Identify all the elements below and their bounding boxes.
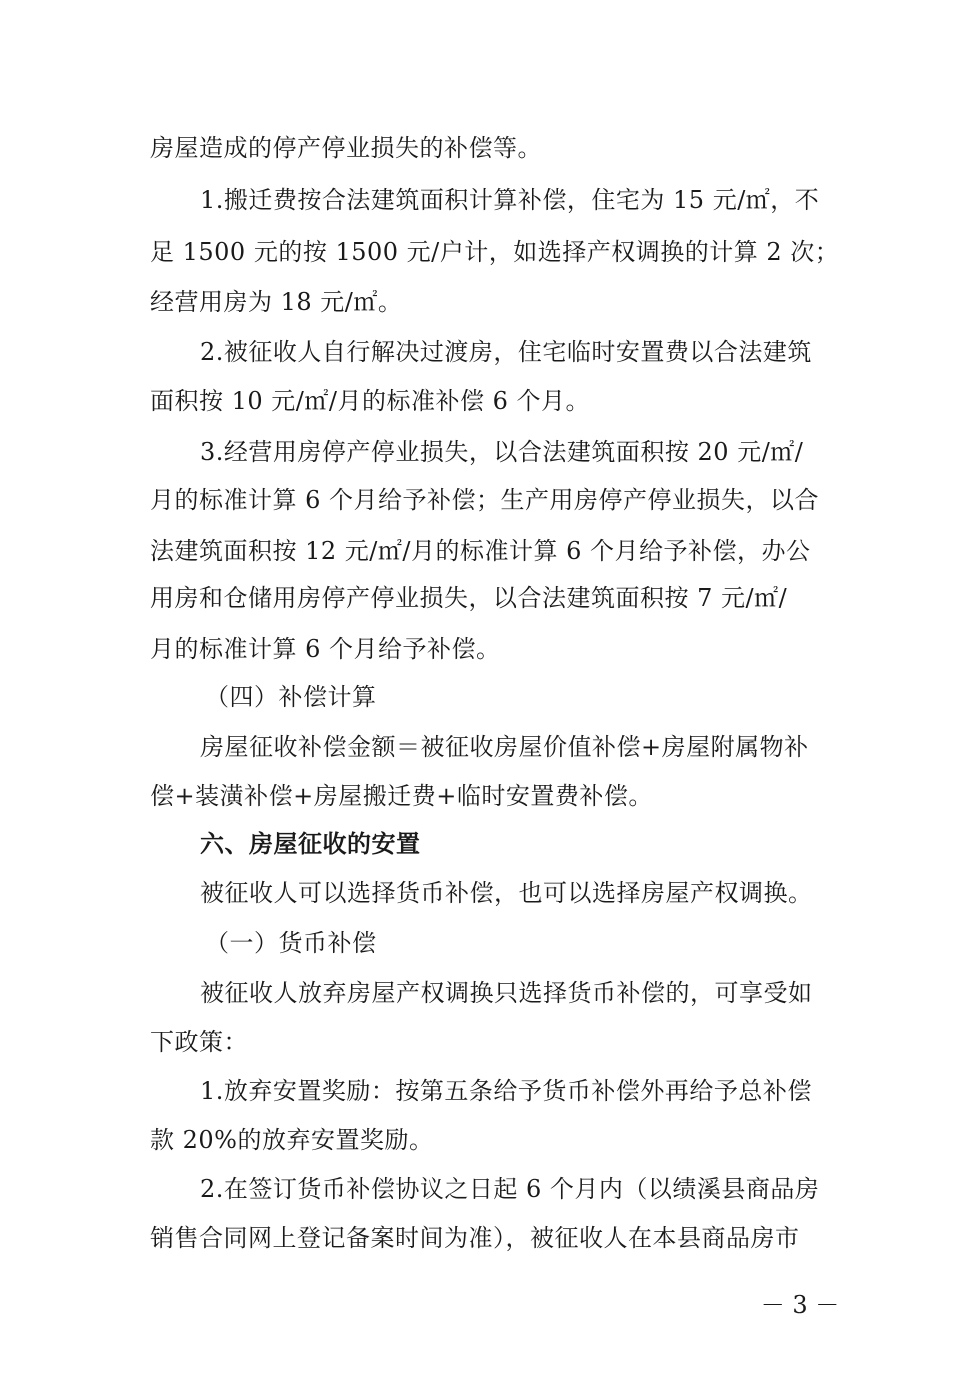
text-line: 1.搬迁费按合法建筑面积计算补偿，住宅为 15 元/㎡，不 [200,186,820,214]
text-line: 2.在签订货币补偿协议之日起 6 个月内（以绩溪县商品房 [200,1175,820,1203]
text-line: 偿+装潢补偿+房屋搬迁费+临时安置费补偿。 [150,782,653,810]
text-line: 法建筑面积按 12 元/㎡/月的标准计算 6 个月给予补偿，办公 [150,537,811,565]
text-line: 用房和仓储用房停产停业损失，以合法建筑面积按 7 元/㎡/ [150,584,788,612]
text-line: 销售合同网上登记备案时间为准），被征收人在本县商品房市 [150,1224,800,1252]
text-line: 月的标准计算 6 个月给予补偿。 [150,635,501,663]
text-line: 被征收人放弃房屋产权调换只选择货币补偿的，可享受如 [200,979,813,1007]
text-line: 房屋造成的停产停业损失的补偿等。 [150,134,542,162]
text-line: 1.放弃安置奖励：按第五条给予货币补偿外再给予总补偿 [200,1077,812,1105]
text-line: 下政策： [150,1028,248,1056]
section-heading: （一）货币补偿 [205,929,377,957]
text-line: 3.经营用房停产停业损失，以合法建筑面积按 20 元/㎡/ [200,438,804,466]
text-line: 足 1500 元的按 1500 元/户计，如选择产权调换的计算 2 次； [150,238,840,266]
text-line: 经营用房为 18 元/㎡。 [150,288,403,316]
text-line: 2.被征收人自行解决过渡房，住宅临时安置费以合法建筑 [200,338,812,366]
section-heading: （四）补偿计算 [205,683,377,711]
text-line: 房屋征收补偿金额＝被征收房屋价值补偿+房屋附属物补 [200,733,809,761]
chapter-heading: 六、房屋征收的安置 [200,829,421,858]
text-line: 被征收人可以选择货币补偿，也可以选择房屋产权调换。 [200,879,813,907]
page-number: － 3 － [760,1291,840,1319]
text-line: 月的标准计算 6 个月给予补偿；生产用房停产停业损失，以合 [150,486,820,514]
text-line: 款 20%的放弃安置奖励。 [150,1126,434,1154]
text-line: 面积按 10 元/㎡/月的标准补偿 6 个月。 [150,387,590,415]
